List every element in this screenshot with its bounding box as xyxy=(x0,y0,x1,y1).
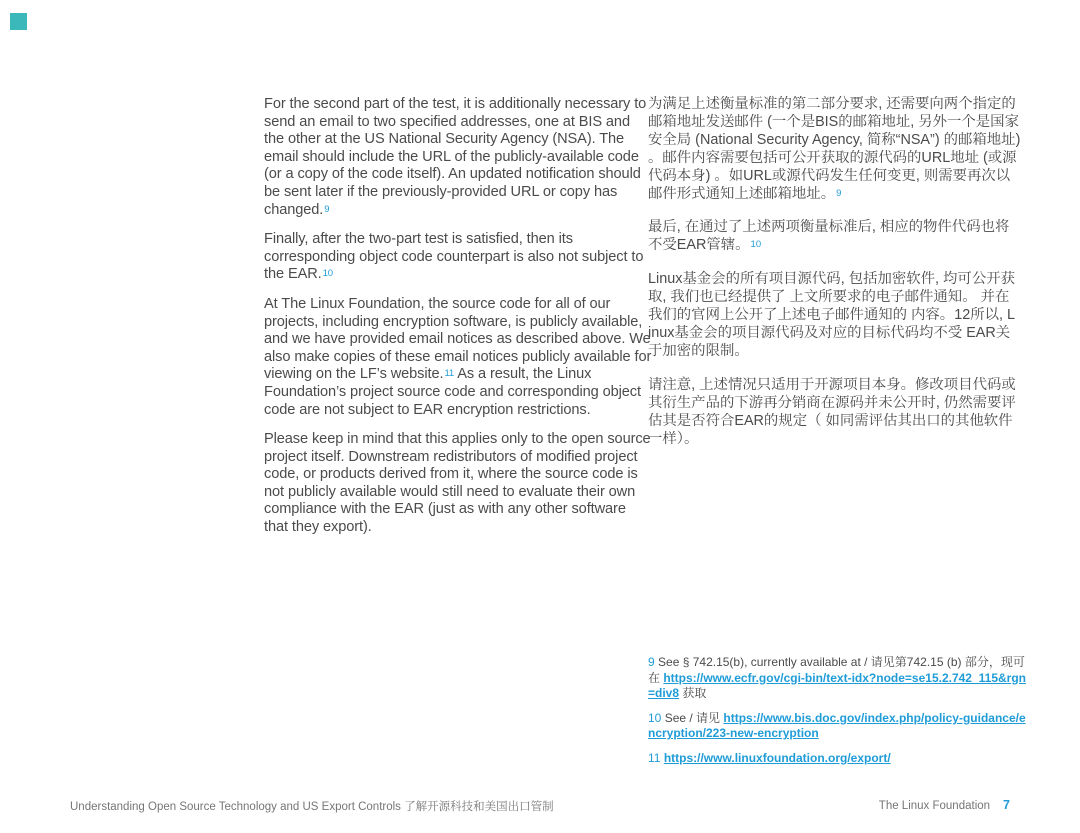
footnotes-section xyxy=(648,655,1026,776)
footnote-ref-10: 10 xyxy=(322,268,333,280)
footnote-10-link[interactable]: https://www.bis.doc.gov/index.php/policy-guidance/encryption/223-new-encryption xyxy=(648,710,1026,741)
paragraph-text: 请注意, 上述情况只适用于开源项目本身。修改项目代码或其衍生产品的下游再分销商在源码并未公开时, 仍然需要评估其是否符合EAR的规定（ 如同需评估其出口的其他软件一样）。 xyxy=(648,376,1016,447)
paragraph-text: For the second part of the test, it is additionally necessary to send an email to two specified addresses, one at BIS and the other at the US National Security Agency (NSA). The email should include the URL of the publicly-available code (or a copy of the code itself). An updated notification should be sent later if the previously-provided URL or copy has changed. xyxy=(264,96,647,218)
footnote-number: 11 xyxy=(648,750,661,765)
footnote-ref-9: 9 xyxy=(324,203,330,215)
footnote-number: 10 xyxy=(648,710,662,725)
footnote-text: See / 请见 xyxy=(661,710,724,725)
footnote-9-link[interactable]: https://www.ecfr.gov/cgi-bin/text-idx?node=se15.2.742_115&rgn=div8 xyxy=(648,670,1027,701)
chinese-text-column xyxy=(648,96,1022,464)
paragraph-text: 为满足上述衡量标准的第二部分要求, 还需要向两个指定的邮箱地址发送邮件 (一个是BIS的邮箱地址, 另外一个是国家安全局 (National Security Agency, 简称“NSA”) 的邮箱地址) 。邮件内容需要包括可公开获取的源代码的URL地址 (或源代码本身) 。如URL或源代码发生任何变更, 则需要再次以邮件形式通知上述邮箱地址。 xyxy=(648,96,1021,202)
footnote-11-link[interactable]: https://www.linuxfoundation.org/export/ xyxy=(663,750,891,765)
paragraph-zh-3 xyxy=(648,271,1022,361)
footnote-text-suffix: 获取 xyxy=(679,686,707,701)
paragraph-text: Finally, after the two-part test is satisfied, then its corresponding object code counterpart is also not subject to the EAR. xyxy=(264,231,644,283)
paragraph-text: 最后, 在通过了上述两项衡量标准后, 相应的物件代码也将不受EAR管辖。 xyxy=(648,219,1010,254)
footer-brand: The Linux Foundation xyxy=(878,800,991,812)
paragraph-zh-1 xyxy=(648,96,1022,203)
page-footer xyxy=(70,798,1010,814)
footnote-ref-10: 10 xyxy=(750,239,762,251)
footnote-ref-9: 9 xyxy=(836,187,842,199)
footnote-9 xyxy=(648,655,1026,702)
paragraph-en-2 xyxy=(264,231,652,284)
page-corner-accent-square xyxy=(10,13,27,30)
paragraph-zh-2 xyxy=(648,219,1022,255)
footnote-ref-11: 11 xyxy=(444,368,455,380)
footnote-10 xyxy=(648,711,1026,742)
paragraph-en-3 xyxy=(264,296,652,419)
footnote-number: 9 xyxy=(648,655,655,669)
paragraph-text: As a result, the Linux Foundation’s project source code and corresponding object code are not subject to EAR encryption restrictions. xyxy=(264,366,641,418)
page-number: 7 xyxy=(1003,798,1010,812)
paragraph-en-4 xyxy=(264,431,652,537)
paragraph-text: Linux基金会的所有项目源代码, 包括加密软件, 均可公开获取, 我们也已经提供了 上文所要求的电子邮件通知。 并在我们的官网上公开了上述电子邮件通知的 内容。12所以, L inux基金会的项目源代码及对应的目标代码均不受 EAR关于加密的限制。 xyxy=(648,271,1015,359)
footer-document-title: Understanding Open Source Technology and US Export Controls 了解开源科技和美国出口管制 xyxy=(70,801,554,813)
paragraph-zh-4 xyxy=(648,377,1022,449)
footnote-11 xyxy=(648,751,1026,767)
footnote-text: See § 742.15(b), currently available at / 请见第742.15 (b) 部分，现可在 xyxy=(648,655,1025,685)
footer-brand-area xyxy=(879,798,1010,812)
paragraph-text: Please keep in mind that this applies only to the open source project itself. Downstream redistributors of modified project code, or products derived from it, where the source code is not publicly available would still need to evaluate their own compliance with the EAR (just as with any other software that they export). xyxy=(264,431,651,536)
english-text-column xyxy=(264,96,652,549)
paragraph-en-1 xyxy=(264,96,652,219)
paragraph-text: At The Linux Foundation, the source code for all of our projects, including encryption software, is publicly available, and we have provided email notices as described above. We also make copies of these email notices publicly available for viewing on the LF’s website. xyxy=(264,295,652,383)
